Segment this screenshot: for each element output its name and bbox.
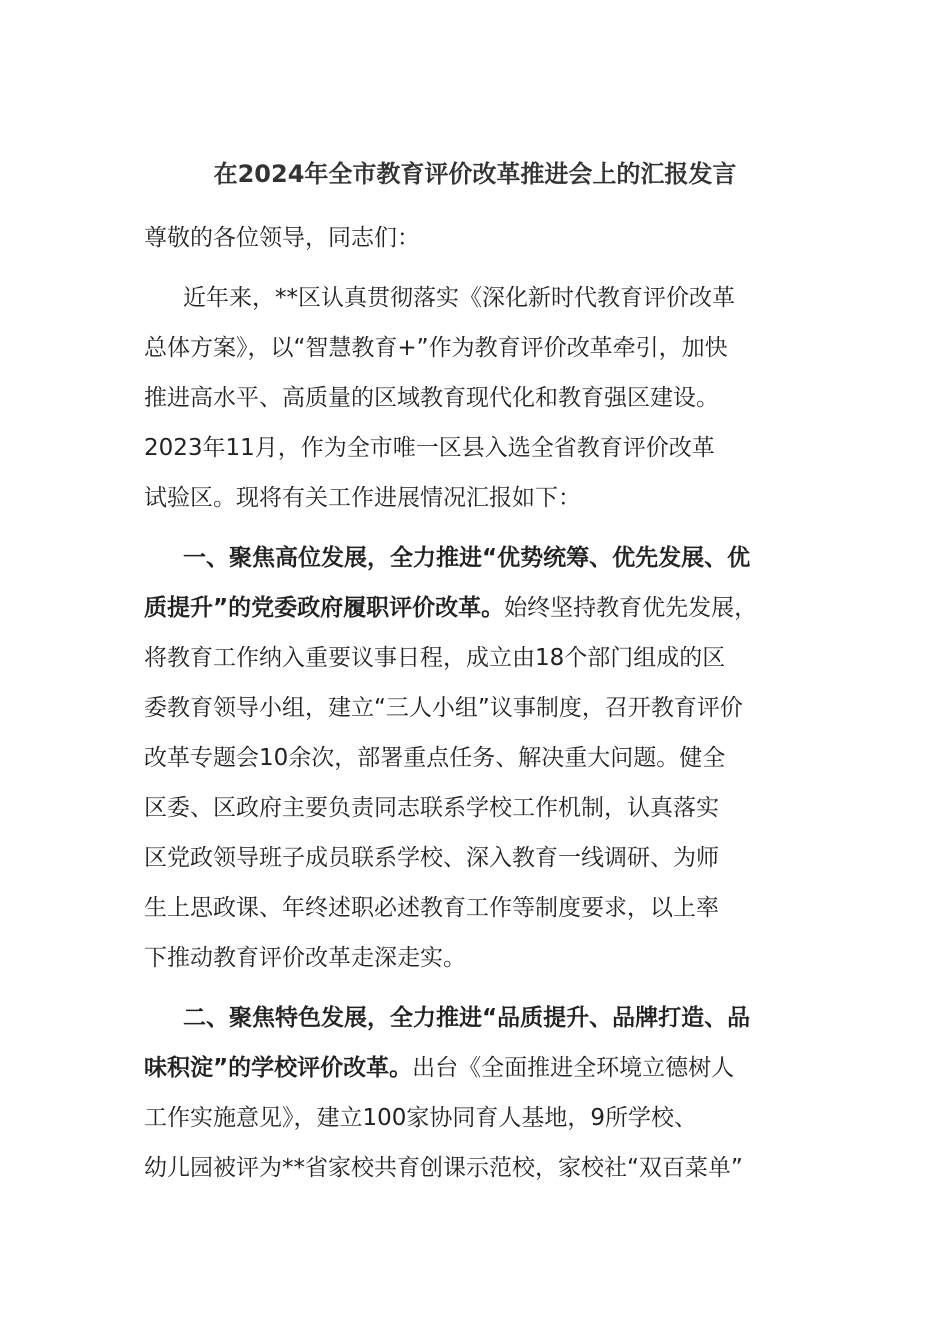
text-line	[144, 790, 834, 840]
text-line	[144, 890, 834, 940]
text-line	[144, 540, 834, 590]
text-run: 总体方案》，以“智慧教育+”作为教育评价改革牵引，加快	[144, 335, 728, 361]
text-run: 近年来，**区认真贯彻落实《深化新时代教育评价改革	[183, 285, 735, 311]
text-line	[144, 1100, 834, 1150]
text-run: 试验区。现将有关工作进展情况汇报如下：	[144, 485, 581, 511]
bold-text-run: 质提升”的党委政府履职评价改革。	[144, 595, 505, 621]
text-run: 将教育工作纳入重要议事日程，成立由18个部门组成的区	[144, 645, 726, 671]
text-line	[144, 690, 834, 740]
salutation: 尊敬的各位领导，同志们：	[144, 225, 420, 251]
text-line	[144, 430, 834, 480]
text-line	[144, 480, 834, 530]
text-line	[144, 1150, 834, 1200]
paragraph-intro	[144, 280, 834, 530]
text-line	[144, 1000, 834, 1050]
paragraph-section-1	[144, 540, 834, 990]
text-run: 出台《全面推进全环境立德树人	[412, 1055, 735, 1081]
text-run: 幼儿园被评为**省家校共育创课示范校，家校社“双百菜单”	[144, 1155, 743, 1181]
text-run: 下推动教育评价改革走深走实。	[144, 945, 466, 971]
text-run: 改革专题会10余次，部署重点任务、解决重大问题。健全	[144, 745, 726, 771]
paragraph-section-2	[144, 1000, 834, 1200]
text-line	[144, 590, 834, 640]
bold-text-run: 味积淀”的学校评价改革。	[144, 1055, 413, 1081]
text-run: 区委、区政府主要负责同志联系学校工作机制，认真落实	[144, 795, 719, 821]
text-run: 推进高水平、高质量的区域教育现代化和教育强区建设。	[144, 385, 719, 411]
text-line	[144, 1050, 834, 1100]
bold-text-run: 一、聚焦高位发展，全力推进“优势统筹、优先发展、优	[183, 545, 751, 571]
text-run: 2023年11月，作为全市唯一区县入选全省教育评价改革	[144, 435, 715, 461]
text-run: 区党政领导班子成员联系学校、深入教育一线调研、为师	[144, 845, 719, 871]
text-line	[144, 740, 834, 790]
text-line	[144, 330, 834, 380]
text-line	[144, 940, 834, 990]
text-run: 委教育领导小组，建立“三人小组”议事制度，召开教育评价	[144, 695, 743, 721]
text-run: 始终坚持教育优先发展，	[504, 595, 758, 621]
text-line	[144, 840, 834, 890]
text-line	[144, 640, 834, 690]
bold-text-run: 二、聚焦特色发展，全力推进“品质提升、品牌打造、品	[183, 1005, 751, 1031]
document-title: 在2024年全市教育评价改革推进会上的汇报发言	[213, 160, 737, 188]
text-run: 工作实施意见》，建立100家协同育人基地，9所学校、	[144, 1105, 698, 1131]
text-line	[144, 380, 834, 430]
text-line	[144, 280, 834, 330]
text-run: 生上思政课、年终述职必述教育工作等制度要求，以上率	[144, 895, 719, 921]
